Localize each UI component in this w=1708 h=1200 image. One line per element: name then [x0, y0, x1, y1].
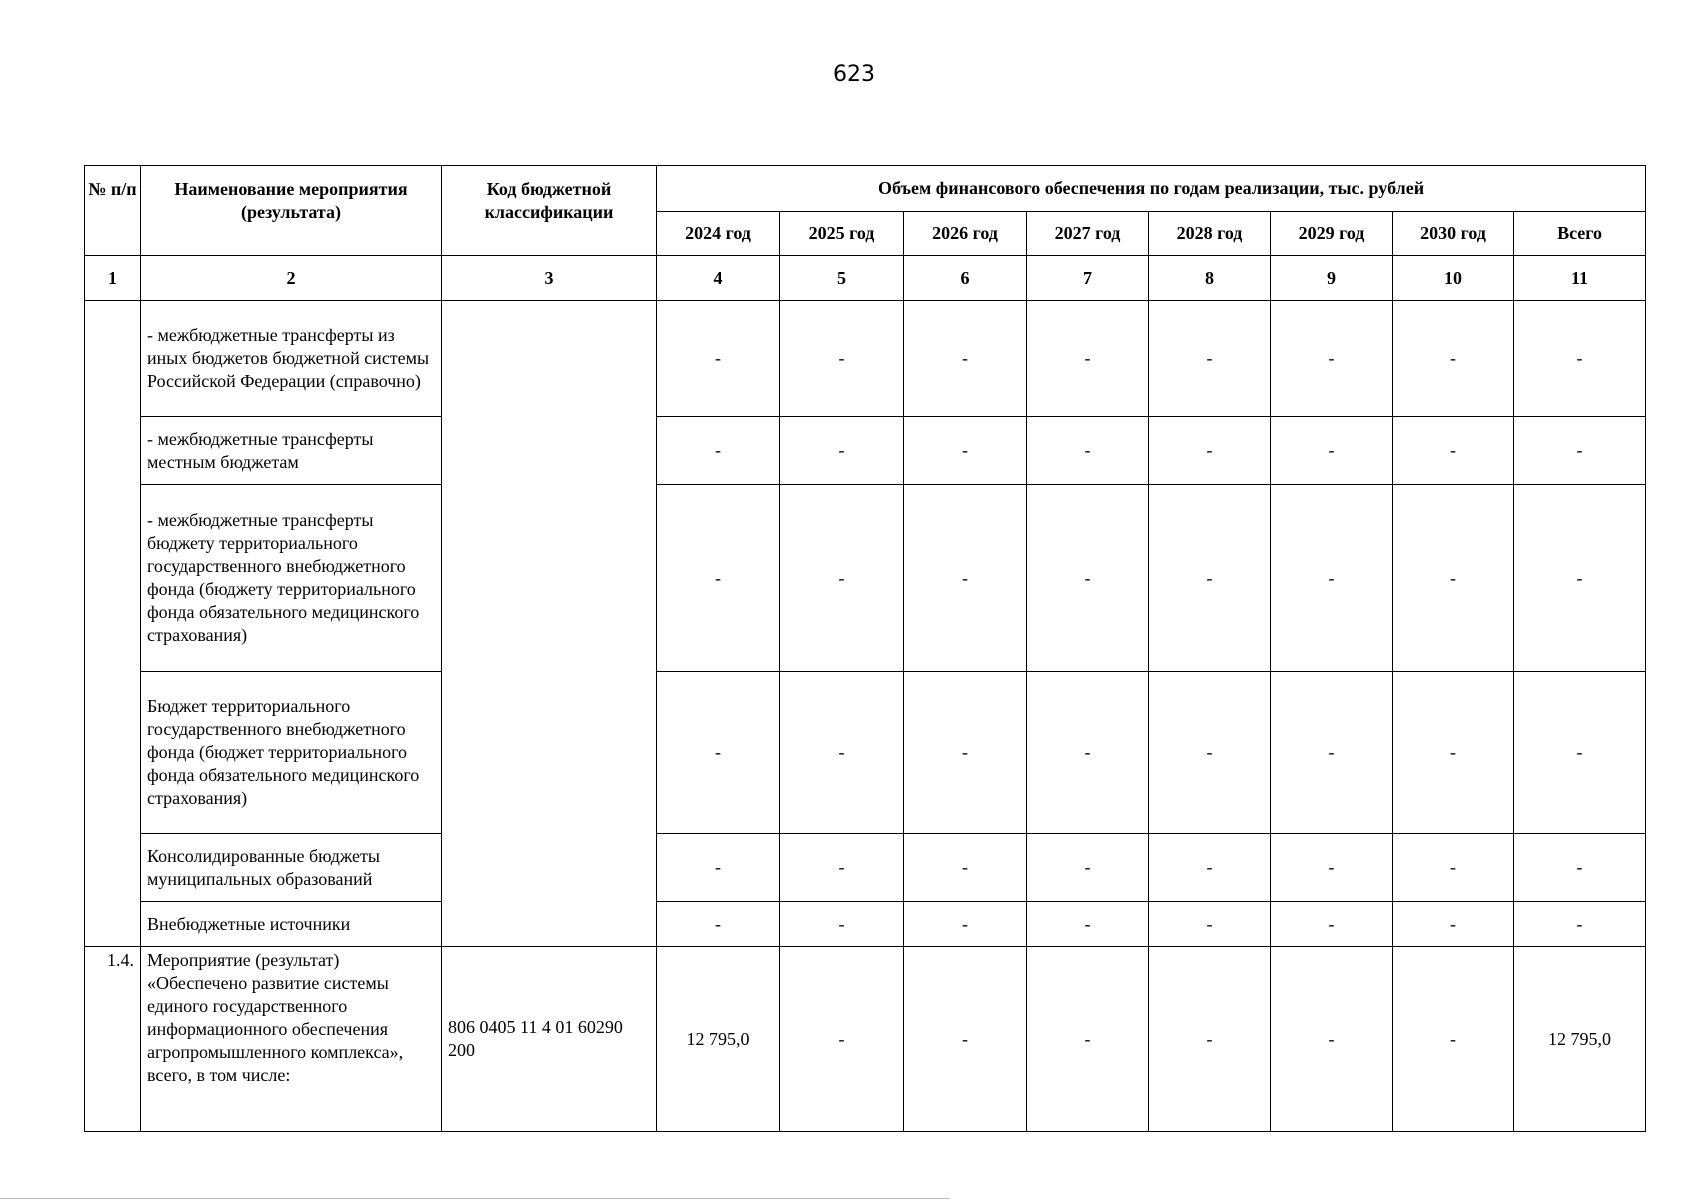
value-cell: -	[904, 301, 1027, 417]
value-cell: -	[1271, 834, 1393, 902]
value-cell: -	[1027, 485, 1149, 672]
header-year: 2028 год	[1149, 212, 1271, 256]
header-col-finance: Объем финансового обеспечения по годам реализации, тыс. рублей	[657, 166, 1646, 212]
value-cell: -	[904, 417, 1027, 485]
value-cell: -	[657, 672, 780, 834]
value-cell: 12 795,0	[657, 947, 780, 1132]
column-number: 8	[1149, 256, 1271, 301]
header-year: 2025 год	[780, 212, 904, 256]
total-cell: -	[1514, 672, 1646, 834]
value-cell: -	[904, 834, 1027, 902]
value-cell: -	[1149, 947, 1271, 1132]
row-number-cell	[85, 301, 141, 947]
value-cell: -	[780, 301, 904, 417]
value-cell: -	[1149, 417, 1271, 485]
header-col-code: Код бюджетной классификации	[442, 166, 657, 256]
header-year: 2024 год	[657, 212, 780, 256]
value-cell: -	[780, 902, 904, 947]
header-total: Всего	[1514, 212, 1646, 256]
value-cell: -	[1271, 301, 1393, 417]
row-name: - межбюджетные трансферты местным бюджетам	[141, 417, 442, 485]
value-cell: -	[904, 672, 1027, 834]
row-code-cell	[442, 301, 657, 947]
row-name: Консолидированные бюджеты муниципальных образований	[141, 834, 442, 902]
header-col-num: № п/п	[85, 166, 141, 256]
value-cell: -	[1027, 301, 1149, 417]
total-cell: -	[1514, 301, 1646, 417]
value-cell: -	[657, 485, 780, 672]
value-cell: -	[657, 902, 780, 947]
value-cell: -	[1149, 301, 1271, 417]
value-cell: -	[1393, 485, 1514, 672]
total-cell: -	[1514, 485, 1646, 672]
column-number: 3	[442, 256, 657, 301]
total-cell: -	[1514, 417, 1646, 485]
value-cell: -	[1027, 417, 1149, 485]
column-number: 6	[904, 256, 1027, 301]
column-number: 11	[1514, 256, 1646, 301]
page-number: 623	[833, 62, 875, 87]
value-cell: -	[1393, 417, 1514, 485]
value-cell: -	[1393, 834, 1514, 902]
value-cell: -	[780, 947, 904, 1132]
column-number: 7	[1027, 256, 1149, 301]
column-number: 9	[1271, 256, 1393, 301]
table-row	[85, 947, 1646, 1132]
row-name: Бюджет территориального государственного внебюджетного фонда (бюджет территориального фонда обязательного медицинского страхования)	[141, 672, 442, 834]
header-year: 2027 год	[1027, 212, 1149, 256]
value-cell: -	[1271, 417, 1393, 485]
value-cell: -	[904, 485, 1027, 672]
header-row	[85, 166, 1646, 212]
header-year: 2030 год	[1393, 212, 1514, 256]
header-year: 2029 год	[1271, 212, 1393, 256]
value-cell: -	[1393, 947, 1514, 1132]
column-number: 5	[780, 256, 904, 301]
row-name: - межбюджетные трансферты бюджету территориального государственного внебюджетного фонда (бюджету территориального фонда обязательного медицинского страхования)	[141, 485, 442, 672]
column-number: 10	[1393, 256, 1514, 301]
value-cell: -	[780, 672, 904, 834]
value-cell: -	[1027, 902, 1149, 947]
row-name: Мероприятие (результат) «Обеспечено развитие системы единого государственного информационного обеспечения агропромышленного комплекса», всего, в том числе:	[141, 947, 442, 1132]
table-row	[85, 672, 1646, 834]
value-cell: -	[657, 301, 780, 417]
value-cell: -	[780, 834, 904, 902]
table-row	[85, 485, 1646, 672]
value-cell: -	[1149, 672, 1271, 834]
value-cell: -	[1393, 902, 1514, 947]
total-cell: 12 795,0	[1514, 947, 1646, 1132]
column-numbers-row	[85, 256, 1646, 301]
value-cell: -	[657, 834, 780, 902]
value-cell: -	[1393, 672, 1514, 834]
value-cell: -	[1393, 301, 1514, 417]
value-cell: -	[1149, 902, 1271, 947]
value-cell: -	[1271, 902, 1393, 947]
value-cell: -	[1027, 672, 1149, 834]
row-name: Внебюджетные источники	[141, 902, 442, 947]
value-cell: -	[1027, 947, 1149, 1132]
total-cell: -	[1514, 834, 1646, 902]
value-cell: -	[780, 417, 904, 485]
table-row	[85, 834, 1646, 902]
table-row	[85, 301, 1646, 417]
value-cell: -	[904, 902, 1027, 947]
row-code-cell: 806 0405 11 4 01 60290 200	[442, 947, 657, 1132]
value-cell: -	[904, 947, 1027, 1132]
value-cell: -	[780, 485, 904, 672]
value-cell: -	[1271, 947, 1393, 1132]
table-row	[85, 417, 1646, 485]
row-number-cell: 1.4.	[85, 947, 141, 1132]
value-cell: -	[657, 417, 780, 485]
budget-table	[84, 165, 1646, 1132]
value-cell: -	[1271, 672, 1393, 834]
page-bottom-rule	[0, 1198, 950, 1199]
column-number: 2	[141, 256, 442, 301]
row-name: - межбюджетные трансферты из иных бюджетов бюджетной системы Российской Федерации (справочно)	[141, 301, 442, 417]
column-number: 4	[657, 256, 780, 301]
value-cell: -	[1149, 834, 1271, 902]
column-number: 1	[85, 256, 141, 301]
header-col-name: Наименование мероприятия (результата)	[141, 166, 442, 256]
header-year: 2026 год	[904, 212, 1027, 256]
value-cell: -	[1027, 834, 1149, 902]
total-cell: -	[1514, 902, 1646, 947]
table-row	[85, 902, 1646, 947]
value-cell: -	[1271, 485, 1393, 672]
value-cell: -	[1149, 485, 1271, 672]
